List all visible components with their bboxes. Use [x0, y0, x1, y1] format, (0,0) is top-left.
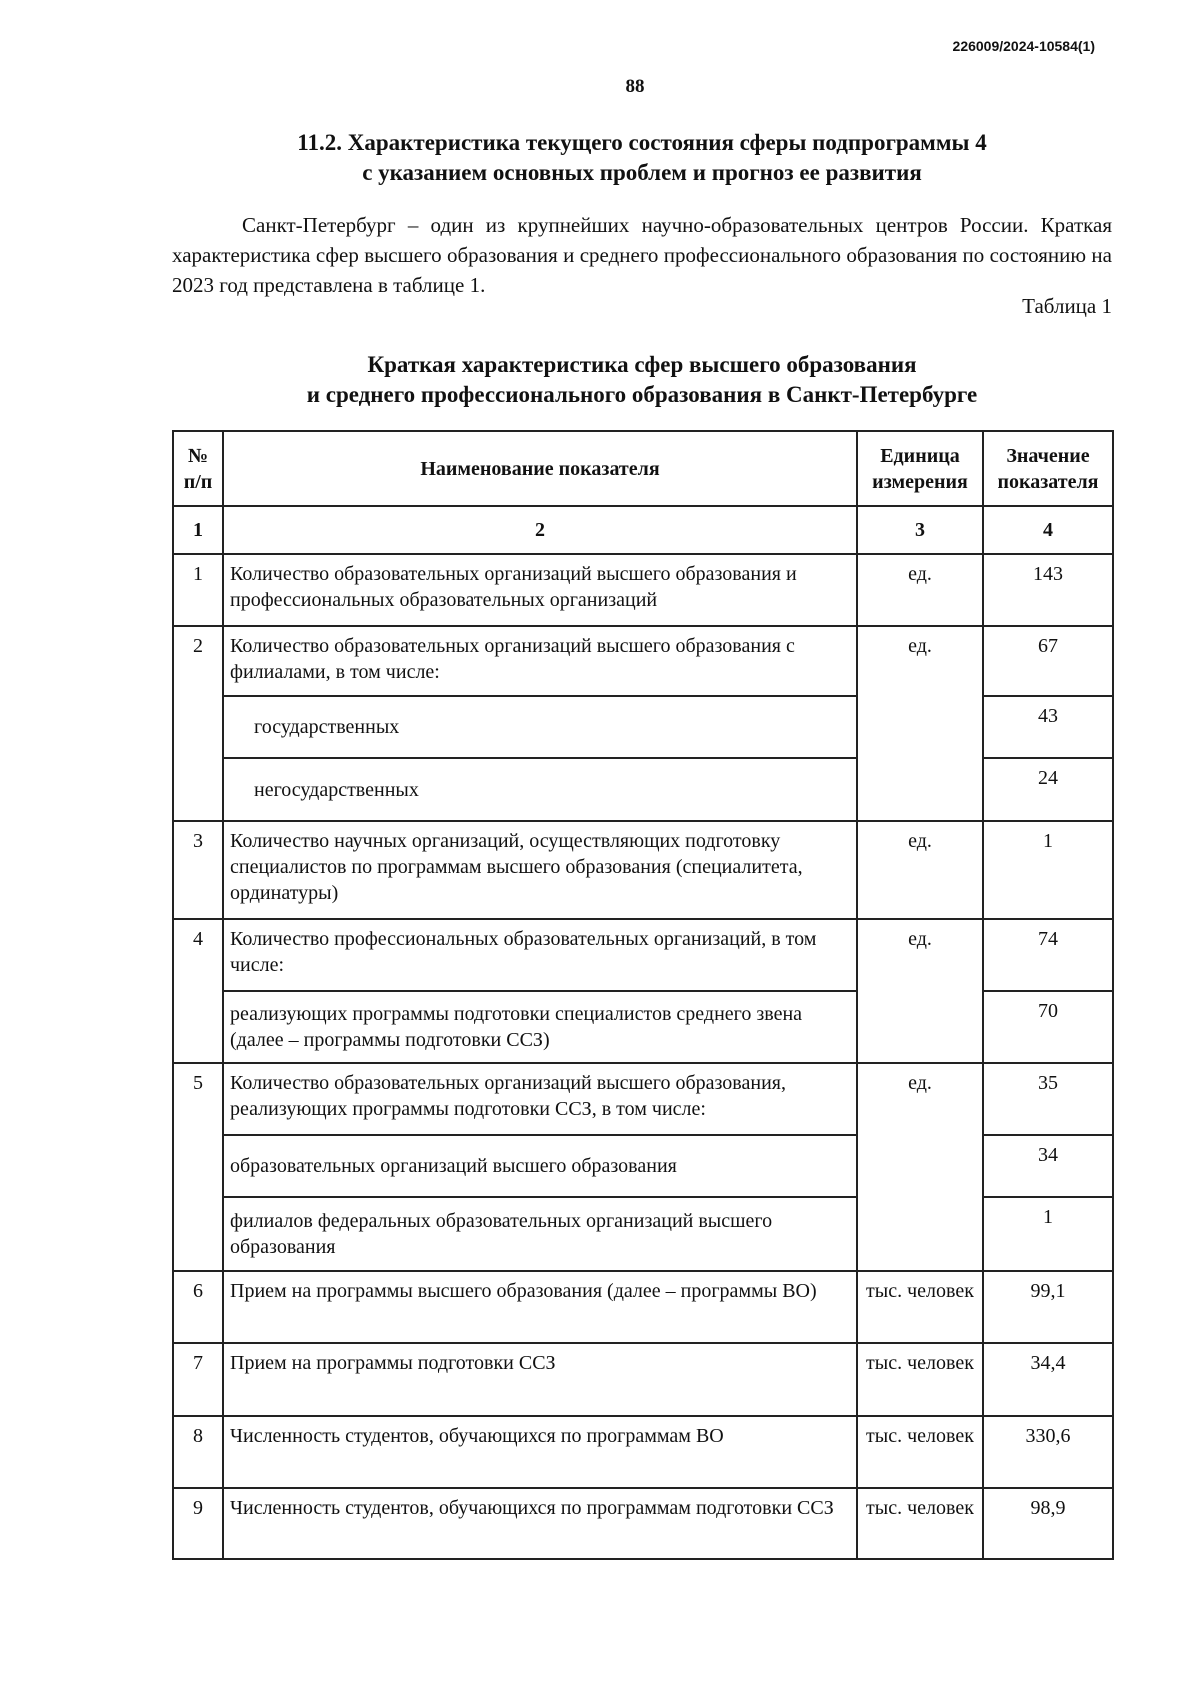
- indicator-value: 98,9: [983, 1488, 1113, 1559]
- unit: тыс. человек: [857, 1343, 983, 1416]
- table-row: [173, 919, 1113, 991]
- indicator-value: 67: [983, 626, 1113, 696]
- sub-indicator-value: 43: [983, 696, 1113, 758]
- table-title-line: и среднего профессионального образования в Санкт-Петербурге: [306, 382, 978, 407]
- table-row: [173, 554, 1113, 626]
- heading-line: 11.2. Характеристика текущего состояния сферы подпрограммы 4: [297, 130, 987, 155]
- document-id: 226009/2024-10584(1): [952, 38, 1095, 54]
- header-unit: Единица измерения: [857, 431, 983, 506]
- row-number: 6: [173, 1271, 223, 1343]
- page-number: 88: [625, 76, 645, 97]
- unit: тыс. человек: [857, 1271, 983, 1343]
- indicator-name: Прием на программы подготовки ССЗ: [223, 1343, 857, 1416]
- indicator-name: Количество научных организаций, осуществляющих подготовку специалистов по программам высшего образования (специалитета, ординатуры): [223, 821, 857, 919]
- table-title: [172, 350, 1112, 410]
- table-row: [173, 1416, 1113, 1488]
- indicator-name: Численность студентов, обучающихся по программам ВО: [223, 1416, 857, 1488]
- unit: ед.: [857, 919, 983, 1063]
- row-number: 4: [173, 919, 223, 1063]
- unit: ед.: [857, 626, 983, 821]
- indicator-name: Численность студентов, обучающихся по программам подготовки ССЗ: [223, 1488, 857, 1559]
- col-number: 1: [173, 506, 223, 554]
- col-number: 2: [223, 506, 857, 554]
- heading-line: с указанием основных проблем и прогноз ее развития: [362, 160, 922, 185]
- column-number-row: [173, 506, 1113, 554]
- indicator-value: 35: [983, 1063, 1113, 1135]
- sub-indicator-name: государственных: [223, 696, 857, 758]
- indicator-value: 99,1: [983, 1271, 1113, 1343]
- row-number: 5: [173, 1063, 223, 1271]
- table-row: [173, 1488, 1113, 1559]
- unit: тыс. человек: [857, 1416, 983, 1488]
- row-number: 9: [173, 1488, 223, 1559]
- sub-indicator-name: реализующих программы подготовки специалистов среднего звена (далее – программы подготовки ССЗ): [223, 991, 857, 1063]
- row-number: 2: [173, 626, 223, 821]
- row-number: 3: [173, 821, 223, 919]
- sub-indicator-name: образовательных организаций высшего образования: [223, 1135, 857, 1197]
- section-heading: [172, 128, 1112, 188]
- sub-indicator-value: 1: [983, 1197, 1113, 1271]
- row-number: 8: [173, 1416, 223, 1488]
- unit: тыс. человек: [857, 1488, 983, 1559]
- indicator-value: 330,6: [983, 1416, 1113, 1488]
- indicator-name: Количество образовательных организаций высшего образования с филиалами, в том числе:: [223, 626, 857, 696]
- indicator-name: Прием на программы высшего образования (далее – программы ВО): [223, 1271, 857, 1343]
- unit: ед.: [857, 1063, 983, 1271]
- table-row: [173, 1343, 1113, 1416]
- table-row: [173, 626, 1113, 696]
- row-number: 1: [173, 554, 223, 626]
- table-row: [173, 821, 1113, 919]
- indicator-name: Количество образовательных организаций высшего образования и профессиональных образовательных организаций: [223, 554, 857, 626]
- table-row: [173, 1271, 1113, 1343]
- header-value: Значение показателя: [983, 431, 1113, 506]
- indicators-table: [172, 430, 1114, 1560]
- row-number: 7: [173, 1343, 223, 1416]
- indicator-value: 1: [983, 821, 1113, 919]
- col-number: 3: [857, 506, 983, 554]
- indicator-value: 34,4: [983, 1343, 1113, 1416]
- sub-indicator-value: 24: [983, 758, 1113, 821]
- indicator-name: Количество профессиональных образовательных организаций, в том числе:: [223, 919, 857, 991]
- indicator-value: 74: [983, 919, 1113, 991]
- header-name: Наименование показателя: [223, 431, 857, 506]
- header-no: № п/п: [173, 431, 223, 506]
- indicator-name: Количество образовательных организаций высшего образования, реализующих программы подготовки ССЗ, в том числе:: [223, 1063, 857, 1135]
- header-row: [173, 431, 1113, 506]
- table-title-line: Краткая характеристика сфер высшего образования: [367, 352, 917, 377]
- col-number: 4: [983, 506, 1113, 554]
- intro-paragraph: Санкт-Петербург – один из крупнейших научно-образовательных центров России. Краткая характеристика сфер высшего образования и среднего профессионального образования по состоянию на 2023 год представлена в таблице 1.: [172, 213, 1112, 297]
- sub-indicator-value: 34: [983, 1135, 1113, 1197]
- sub-indicator-name: негосударственных: [223, 758, 857, 821]
- indicator-value: 143: [983, 554, 1113, 626]
- table-reference: Таблица 1: [1022, 294, 1112, 318]
- unit: ед.: [857, 821, 983, 919]
- sub-indicator-name: филиалов федеральных образовательных организаций высшего образования: [223, 1197, 857, 1271]
- sub-indicator-value: 70: [983, 991, 1113, 1063]
- unit: ед.: [857, 554, 983, 626]
- table-row: [173, 1063, 1113, 1135]
